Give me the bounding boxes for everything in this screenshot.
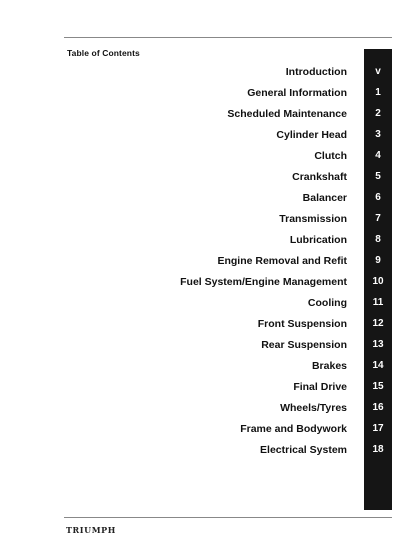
toc-entry-title: Introduction xyxy=(285,66,347,78)
toc-entry-title: General Information xyxy=(247,87,347,99)
toc-entry-title: Frame and Bodywork xyxy=(240,423,347,435)
toc-entry-final-drive[interactable] xyxy=(0,377,416,398)
toc-entry-front-suspension[interactable] xyxy=(0,314,416,335)
toc-entry-title: Front Suspension xyxy=(257,318,347,330)
toc-entry-title: Clutch xyxy=(314,150,347,162)
toc-entry-transmission[interactable] xyxy=(0,209,416,230)
toc-entry-brakes[interactable] xyxy=(0,356,416,377)
toc-entry-section-number: 11 xyxy=(372,297,384,308)
toc-entry-frame-and-bodywork[interactable] xyxy=(0,419,416,440)
toc-entry-title: Engine Removal and Refit xyxy=(217,255,347,267)
toc-entry-section-number: 6 xyxy=(375,192,381,203)
toc-entry-section-number: 16 xyxy=(372,402,384,413)
toc-entry-title: Cylinder Head xyxy=(276,129,347,141)
toc-entry-scheduled-maintenance[interactable] xyxy=(0,104,416,125)
toc-entry-electrical-system[interactable] xyxy=(0,440,416,461)
toc-entry-section-number: 15 xyxy=(372,381,384,392)
toc-entry-cylinder-head[interactable] xyxy=(0,125,416,146)
toc-entry-wheels-tyres[interactable] xyxy=(0,398,416,419)
toc-entry-title: Scheduled Maintenance xyxy=(227,108,347,120)
toc-entry-section-number: 1 xyxy=(375,87,381,98)
toc-entry-title: Lubrication xyxy=(289,234,347,246)
toc-entry-title: Wheels/Tyres xyxy=(280,402,347,414)
toc-entry-section-number: v xyxy=(375,66,381,77)
toc-entry-title: Fuel System/Engine Management xyxy=(180,276,347,288)
toc-entry-section-number: 9 xyxy=(375,255,381,266)
toc-entry-rear-suspension[interactable] xyxy=(0,335,416,356)
toc-list xyxy=(0,62,416,461)
toc-entry-title: Brakes xyxy=(311,360,347,372)
toc-entry-fuel-system-engine-management[interactable] xyxy=(0,272,416,293)
toc-entry-section-number: 3 xyxy=(375,129,381,140)
page-title: Table of Contents xyxy=(67,48,140,58)
toc-entry-balancer[interactable] xyxy=(0,188,416,209)
toc-entry-lubrication[interactable] xyxy=(0,230,416,251)
toc-entry-cooling[interactable] xyxy=(0,293,416,314)
footer-rule xyxy=(64,517,392,518)
toc-entry-clutch[interactable] xyxy=(0,146,416,167)
toc-entry-general-information[interactable] xyxy=(0,83,416,104)
toc-entry-title: Electrical System xyxy=(260,444,347,456)
toc-entry-title: Transmission xyxy=(279,213,347,225)
toc-entry-section-number: 14 xyxy=(372,360,384,371)
toc-entry-introduction[interactable] xyxy=(0,62,416,83)
toc-entry-section-number: 2 xyxy=(375,108,381,119)
toc-entry-title: Rear Suspension xyxy=(261,339,347,351)
toc-entry-title: Final Drive xyxy=(293,381,347,393)
toc-entry-title: Balancer xyxy=(302,192,347,204)
toc-entry-section-number: 8 xyxy=(375,234,381,245)
header-rule xyxy=(64,37,392,38)
toc-entry-section-number: 5 xyxy=(375,171,381,182)
toc-entry-engine-removal-and-refit[interactable] xyxy=(0,251,416,272)
toc-entry-section-number: 4 xyxy=(375,150,381,161)
toc-entry-section-number: 7 xyxy=(375,213,381,224)
toc-entry-section-number: 17 xyxy=(372,423,384,434)
triumph-logo: TRIUMPH xyxy=(66,525,116,535)
toc-entry-section-number: 10 xyxy=(372,276,384,287)
toc-entry-crankshaft[interactable] xyxy=(0,167,416,188)
toc-entry-section-number: 13 xyxy=(372,339,384,350)
toc-entry-title: Crankshaft xyxy=(292,171,347,183)
toc-entry-section-number: 12 xyxy=(372,318,384,329)
toc-entry-section-number: 18 xyxy=(372,444,384,455)
toc-entry-title: Cooling xyxy=(307,297,347,309)
